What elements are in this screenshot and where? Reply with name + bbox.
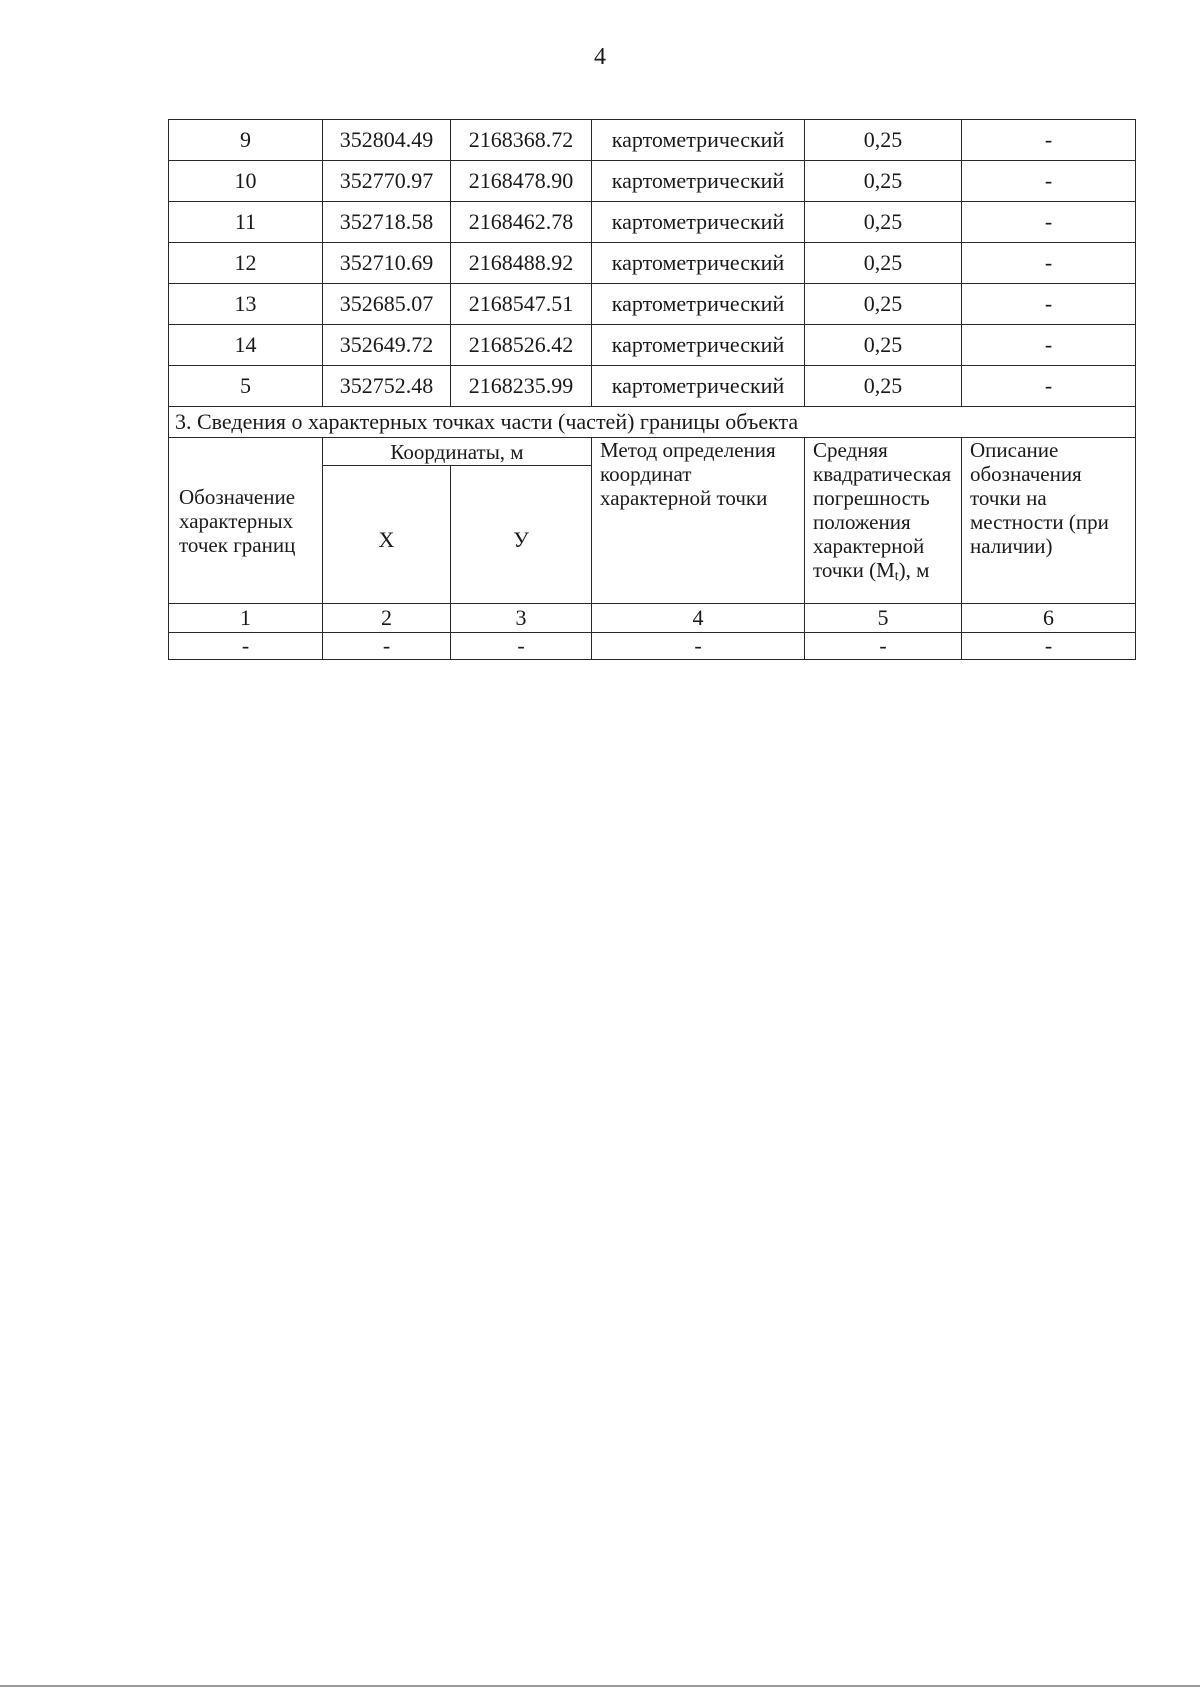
error-cell: 0,25 [805,120,962,161]
description-cell: - [962,325,1136,366]
header-description: Описание обозначения точки на местности (при наличии) [962,438,1136,604]
section-3-title: 3. Сведения о характерных точках части (частей) границы объекта [169,407,1136,438]
table-row [169,325,1136,366]
header-y: У [451,466,592,604]
empty-cell: - [169,633,323,660]
x-cell: 352685.07 [323,284,451,325]
column-number: 3 [451,604,592,633]
header-row [169,438,1136,466]
empty-cell: - [451,633,592,660]
table-row [169,161,1136,202]
point-cell: 14 [169,325,323,366]
y-cell: 2168478.90 [451,161,592,202]
page-bottom-edge [0,1685,1200,1687]
error-cell: 0,25 [805,325,962,366]
error-cell: 0,25 [805,243,962,284]
header-x: X [323,466,451,604]
y-cell: 2168488.92 [451,243,592,284]
table-row [169,120,1136,161]
table-row [169,284,1136,325]
column-number: 6 [962,604,1136,633]
column-number: 4 [592,604,805,633]
empty-cell: - [323,633,451,660]
point-cell: 9 [169,120,323,161]
x-cell: 352770.97 [323,161,451,202]
point-cell: 11 [169,202,323,243]
x-cell: 352718.58 [323,202,451,243]
header-error-sub: t [894,569,899,584]
description-cell: - [962,161,1136,202]
empty-cell: - [962,633,1136,660]
y-cell: 2168368.72 [451,120,592,161]
coordinates-table [168,119,1136,660]
y-cell: 2168235.99 [451,366,592,407]
x-cell: 352752.48 [323,366,451,407]
column-number: 2 [323,604,451,633]
description-cell: - [962,120,1136,161]
section-title-row [169,407,1136,438]
column-number: 5 [805,604,962,633]
x-cell: 352649.72 [323,325,451,366]
method-cell: картометрический [592,120,805,161]
method-cell: картометрический [592,325,805,366]
error-cell: 0,25 [805,161,962,202]
empty-cell: - [805,633,962,660]
column-number-row [169,604,1136,633]
y-cell: 2168462.78 [451,202,592,243]
description-cell: - [962,366,1136,407]
table-row [169,366,1136,407]
header-error [805,438,962,604]
method-cell: картометрический [592,161,805,202]
method-cell: картометрический [592,243,805,284]
method-cell: картометрический [592,366,805,407]
description-cell: - [962,243,1136,284]
method-cell: картометрический [592,284,805,325]
header-error-tail: ), м [898,558,930,582]
header-method: Метод определения координат характерной точки [592,438,805,604]
table-row [169,202,1136,243]
error-cell: 0,25 [805,284,962,325]
description-cell: - [962,202,1136,243]
empty-cell: - [592,633,805,660]
y-cell: 2168547.51 [451,284,592,325]
column-number: 1 [169,604,323,633]
point-cell: 12 [169,243,323,284]
header-point-designation: Обозначение характерных точек границ [169,438,323,604]
point-cell: 10 [169,161,323,202]
point-cell: 13 [169,284,323,325]
description-cell: - [962,284,1136,325]
error-cell: 0,25 [805,366,962,407]
x-cell: 352710.69 [323,243,451,284]
header-coordinates: Координаты, м [323,438,592,466]
y-cell: 2168526.42 [451,325,592,366]
header-error-main: Средняя квадратическая погрешность положения характерной точки (M [813,438,952,582]
x-cell: 352804.49 [323,120,451,161]
table-row [169,633,1136,660]
point-cell: 5 [169,366,323,407]
error-cell: 0,25 [805,202,962,243]
table-row [169,243,1136,284]
method-cell: картометрический [592,202,805,243]
page-number: 4 [594,44,606,70]
